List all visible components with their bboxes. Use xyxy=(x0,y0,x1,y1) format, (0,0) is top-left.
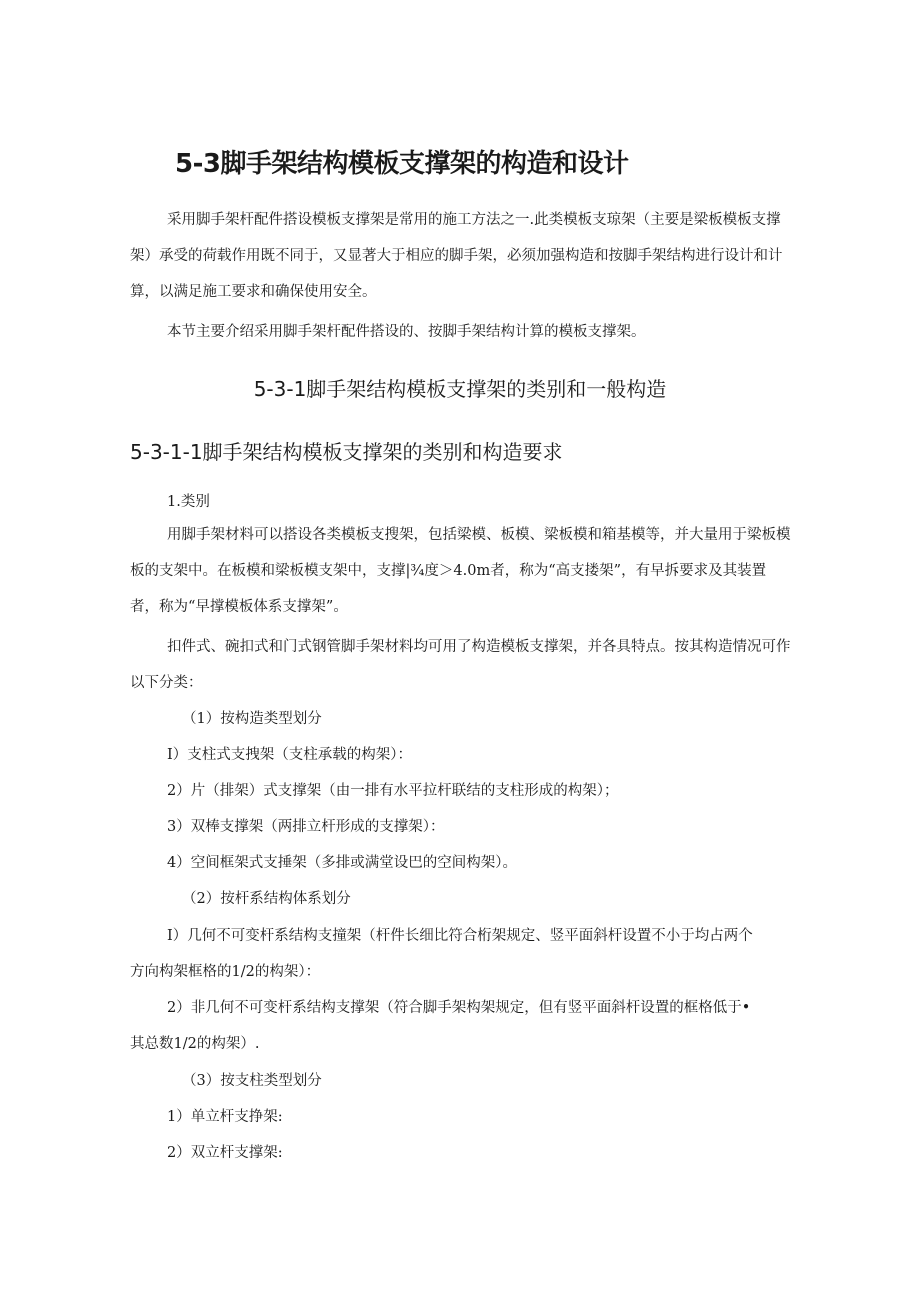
group1-item: 4）空间框架式支捶架（多排或满堂设巴的空间构架）。 xyxy=(167,855,517,871)
group2-item2-line2: 其总数1/2的构架）. xyxy=(130,1036,260,1052)
section-heading: 5-3-1脚手架结构模板支撑架的类别和一般构造 xyxy=(253,377,667,401)
types-paragraph: 扣件式、碗扣式和门式钢管脚手架材料均可用了构造模板支撑架，并各具特点。按其构造情况可作以下分类： xyxy=(130,639,791,691)
usage-paragraph: 用脚手架材料可以搭设各类模板支搜架，包括梁模、板模、梁板模和箱基模等，并大量用于梁板模板的支架中。在板模和梁板模支架中，支撑|¾度＞4.0m者，称为“高支搂架”，有早拆要求及其装置者，称为“早撑模板体系支撑架”。 xyxy=(130,527,791,615)
subsection-heading: 5-3-1-1脚手架结构模板支撑架的类别和构造要求 xyxy=(130,440,563,464)
group3-item: 1）单立杆支挣架: xyxy=(167,1109,283,1125)
group2-item1-line1: I）几何不可变杆系结构支撞架（杆件长细比符合桁架规定、竖平面斜杆设置不小于均占两个 xyxy=(167,928,753,944)
intro-paragraph: 采用脚手架杆配件搭设模板支撑架是常用的施工方法之一.此类模板支琼架（主要是梁板模板支撑架）承受的荷载作用既不同于，又显著大于相应的脚手架，必须加强构造和按脚手架结构进行设计和计算，以满足施工要求和确保使用安全。 xyxy=(130,212,783,300)
scope-paragraph: 本节主要介绍采用脚手架杆配件搭设的、按脚手架结构计算的模板支撑架。 xyxy=(167,324,646,340)
group1-item: 3）双棒支撑架（两排立杆形成的支撑架）： xyxy=(167,819,445,835)
group1-item: 2）片（排架）式支撑架（由一排有水平拉杆联结的支柱形成的构架）； xyxy=(167,783,619,799)
group1-item: I）支柱式支拽架（支柱承载的构架）： xyxy=(167,747,412,763)
group2-item1-line2: 方向构架框格的1/2的构架）： xyxy=(130,964,321,980)
main-heading: 5-3脚手架结构模板支撑架的构造和设计 xyxy=(175,149,629,179)
category-label: 1.类别 xyxy=(167,494,210,510)
group3-title: （3）按支柱类型划分 xyxy=(182,1073,322,1089)
group3-item: 2）双立杆支撑架: xyxy=(167,1145,283,1161)
group2-title: （2）按杆系结构体系划分 xyxy=(182,891,351,907)
group1-title: （1）按构造类型划分 xyxy=(182,711,322,727)
group2-item2-line1: 2）非几何不可变杆系结构支撑架（符合脚手架构架规定，但有竖平面斜杆设置的框格低于• xyxy=(167,1000,751,1016)
